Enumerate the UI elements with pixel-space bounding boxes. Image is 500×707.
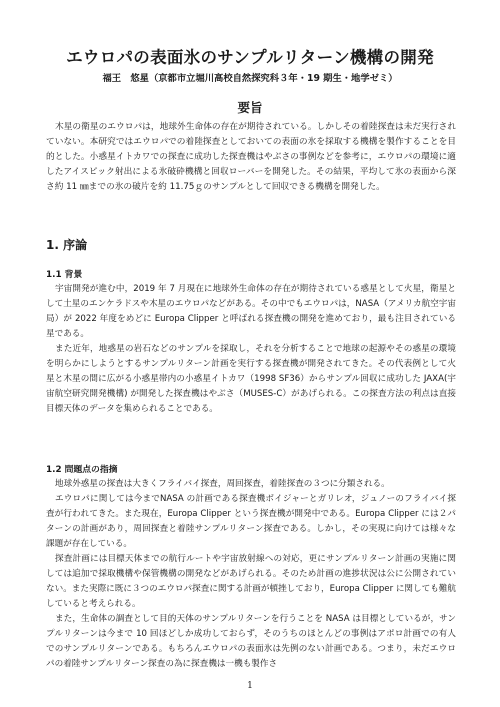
paragraph: また，生命体の調査として目的天体のサンプルリターンを行うことを NASA は目標としているが，サンプルリターンは今まで 10 回ほどしか成功しておらず，そのうちのほとんどの事例はアポロ計画での有人でのサンプルリターンである。もちろんエウロパの表面氷は先例のない計画である。つまり，未だエウロパの着陸サンプルリターン探査の為に探査機は一機も製作さ — [46, 614, 456, 669]
subsection-1-2-body — [46, 477, 456, 672]
author-line: 福王 悠星（京都市立堀川高校自然探究科３年・19 期生・地学ゼミ） — [102, 73, 398, 84]
page-number: 1 — [247, 681, 253, 691]
abstract-text: 木星の衛星のエウロパは，地球外生命体の存在が期待されている。しかしその着陸探査は未だ実行されていない。本研究ではエウロパでの着陸探査としておいての表面の氷を採取する機構を製作することを目的とした。小惑星イトカワでの探査に成功した探査機はやぶさの事例などを参考に，エウロパの環境に適したアイスピック射出による氷破砕機構と回収ローバーを開発した。その結果，平均して氷の表面から深さ約 11 ㎜までの氷の破片を約 11.75ｇのサンプルとして回収できる機構を開発した。 — [46, 122, 456, 192]
subsection-1-1-heading: 1.1 背景 — [46, 270, 83, 280]
paragraph: 探査計画には目標天体までの航行ルートや宇宙放射線への対応，更にサンプルリターン計画の実施に関しては追加で採取機構や保管機構の開発などがあげられる。そのため計画の進捗状況は公に公開されていない。また実際に既に３つのエウロパ探査に関する計画が頓挫しており，Europa Clipper に関しても難航していると考えられる。 — [46, 554, 456, 609]
section-1-heading: 1. 序論 — [46, 238, 88, 252]
abstract-heading: 要旨 — [237, 100, 263, 115]
paragraph: 宇宙開発が進む中，2019 年 7 月現在に地球外生命体の存在が期待されている惑星として火星，衛星として土星のエンケラドスや木星のエウロパなどがある。その中でもエウロパは，NASA（アメリカ航空宇宙局）が 2022 年度をめどに Europa Clipper と呼ばれる探査機の開発を進めており，最も注目されている星である。 — [46, 284, 456, 339]
paragraph: エウロパに関しては今までNASA の計画である探査機ボイジャーとガリレオ，ジュノーのフライバイ探査が行われてきた。また現在，Europa Clipper という探査機が開発中である。Europa Clipper には２パターンの計画があり，周回探査と着陸サンプルリターン探査である。しかし，その実現に向けては様々な課題が存在している。 — [46, 494, 456, 549]
paragraph: また近年，地惑星の岩石などのサンプルを採取し，それを分析することで地球の起源やその惑星の環境を明らかにしようとするサンプルリターン計画を実行する探査機が開発されてきた。その代表例として火星と木星の間に広がる小惑星帯内の小惑星イトカワ（1998 SF36）からサンプル回収に成功した JAXA(宇宙航空研究開発機構) が開発した探査機はやぶさ（MUSES-C）があげられる。この探査方法の利点は直接目標天体のデータを集められることである。 — [46, 344, 456, 414]
paper-title: エウロパの表面氷のサンプルリターン機構の開発 — [66, 48, 434, 67]
subsection-1-1-body — [46, 282, 456, 417]
subsection-1-2-heading: 1.2 問題点の指摘 — [46, 465, 118, 475]
paragraph: 地球外惑星の探査は大きくフライバイ探査，周回探査，着陸探査の３つに分類される。 — [55, 479, 390, 489]
